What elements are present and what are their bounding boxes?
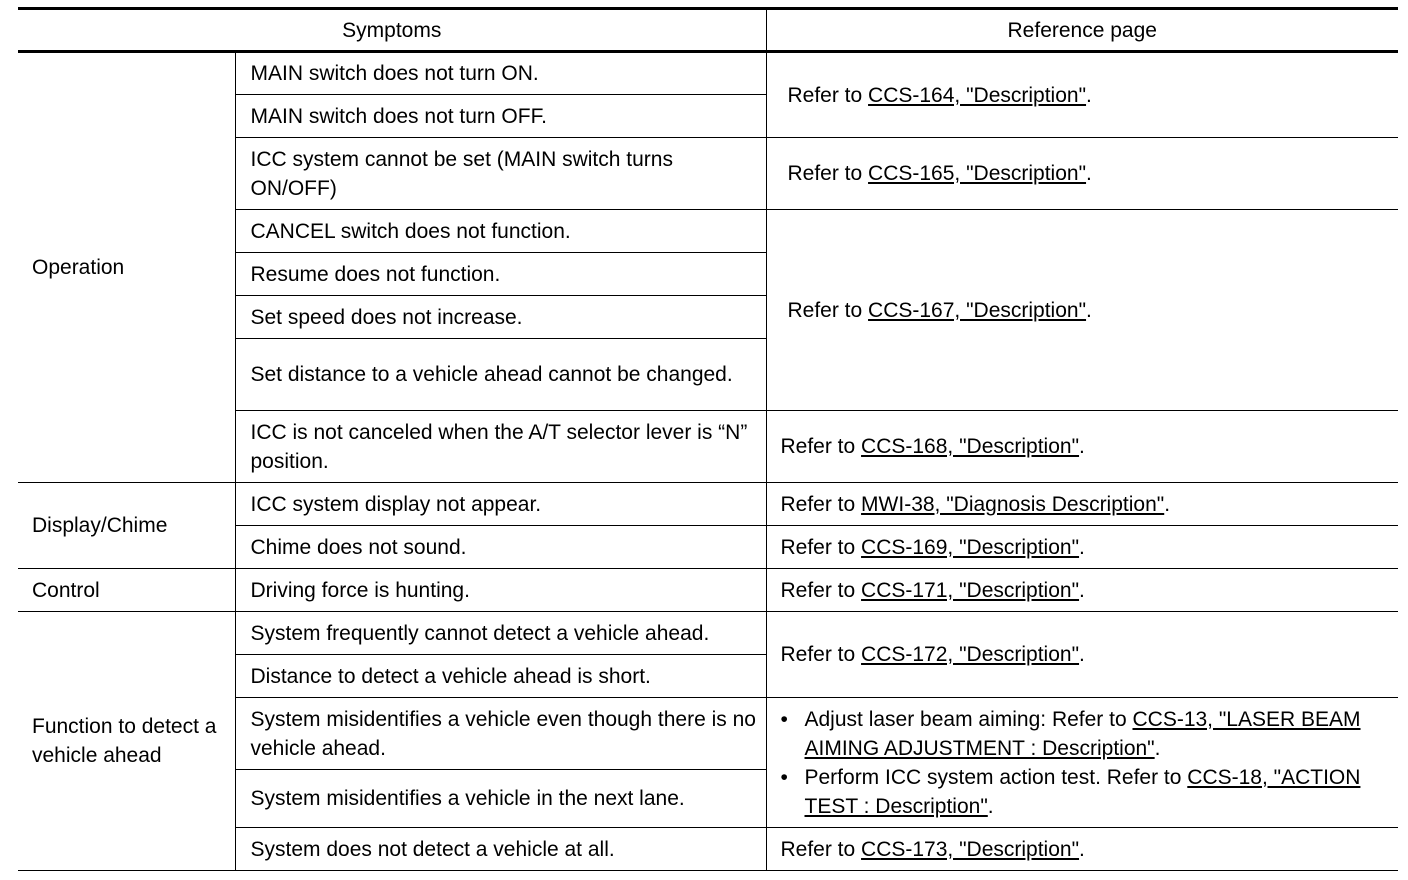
refer-to-text: Refer to xyxy=(780,578,862,602)
refer-to-text: Refer to xyxy=(780,535,862,559)
reference-cell xyxy=(766,210,1398,411)
reference-link[interactable]: CCS-13, "LASER BEAM AIMING ADJUSTMENT : Description" xyxy=(804,707,1361,760)
reference-link[interactable]: CCS-167, "Description" xyxy=(868,298,1087,322)
bullet-item xyxy=(781,705,1385,763)
reference-cell xyxy=(766,526,1398,569)
symptom-cell: ICC system display not appear. xyxy=(235,483,766,526)
symptom-table xyxy=(18,7,1398,871)
refer-to-text: Refer to xyxy=(787,298,869,322)
refer-to-text: Refer to xyxy=(780,643,862,666)
period-text: . xyxy=(1079,435,1085,458)
period-text: . xyxy=(1086,83,1092,107)
bullet-text: Perform ICC system action test. Refer to xyxy=(804,765,1188,789)
symptom-cell: ICC system cannot be set (MAIN switch turns ON/OFF) xyxy=(235,138,766,210)
refer-to-text: Refer to xyxy=(780,435,862,458)
period-text: . xyxy=(1086,298,1092,322)
reference-link[interactable]: CCS-164, "Description" xyxy=(868,83,1087,107)
reference-cell xyxy=(766,569,1398,612)
refer-to-text: Refer to xyxy=(780,837,862,861)
period-text: . xyxy=(1079,643,1085,666)
period-text: . xyxy=(1086,162,1092,185)
bullet-list xyxy=(781,705,1385,821)
refer-to-text: Refer to xyxy=(787,83,869,107)
symptom-cell: System does not detect a vehicle at all. xyxy=(235,828,766,871)
period-text: . xyxy=(1079,578,1085,602)
table-row xyxy=(18,569,1398,612)
period-text: . xyxy=(1079,837,1085,861)
symptom-cell: Driving force is hunting. xyxy=(235,569,766,612)
reference-cell xyxy=(766,411,1398,483)
period-text: . xyxy=(1164,492,1171,516)
header-symptoms: Symptoms xyxy=(18,9,766,52)
symptom-cell: Resume does not function. xyxy=(235,253,766,296)
symptom-cell: CANCEL switch does not function. xyxy=(235,210,766,253)
refer-to-text: Refer to xyxy=(787,162,869,185)
reference-cell xyxy=(766,138,1398,210)
reference-cell xyxy=(766,483,1398,526)
header-reference-page: Reference page xyxy=(766,9,1398,52)
reference-link[interactable]: CCS-18, "ACTION TEST : Description" xyxy=(804,765,1361,818)
symptom-cell: Chime does not sound. xyxy=(235,526,766,569)
period-text: . xyxy=(1154,736,1161,760)
symptom-cell: Set distance to a vehicle ahead cannot be changed. xyxy=(235,339,766,411)
symptom-cell: System misidentifies a vehicle even though there is no vehicle ahead. xyxy=(235,698,766,770)
bullet-item xyxy=(781,763,1385,821)
symptom-cell: MAIN switch does not turn OFF. xyxy=(235,95,766,138)
reference-cell xyxy=(766,52,1398,138)
reference-cell-bullets xyxy=(766,698,1398,828)
symptom-cell: Set speed does not increase. xyxy=(235,296,766,339)
reference-link[interactable]: CCS-165, "Description" xyxy=(868,162,1087,185)
refer-to-text: Refer to xyxy=(780,492,862,516)
symptom-cell: System misidentifies a vehicle in the next lane. xyxy=(235,770,766,828)
reference-link[interactable]: MWI-38, "Diagnosis Description" xyxy=(861,492,1165,516)
group-display-chime: Display/Chime xyxy=(18,483,235,569)
symptom-cell: Distance to detect a vehicle ahead is short. xyxy=(235,655,766,698)
symptom-cell: System frequently cannot detect a vehicle ahead. xyxy=(235,612,766,655)
period-text: . xyxy=(1079,535,1085,559)
period-text: . xyxy=(987,794,994,818)
bullet-dot: • xyxy=(780,707,788,731)
table-row xyxy=(18,612,1398,655)
symptom-cell: MAIN switch does not turn ON. xyxy=(235,52,766,95)
table-row xyxy=(18,483,1398,526)
reference-link[interactable]: CCS-172, "Description" xyxy=(861,643,1080,666)
reference-link[interactable]: CCS-173, "Description" xyxy=(861,837,1080,861)
bullet-dot: • xyxy=(780,765,788,789)
reference-link[interactable]: CCS-169, "Description" xyxy=(861,535,1080,559)
header-row xyxy=(18,9,1398,52)
table-row xyxy=(18,52,1398,95)
symptom-cell: ICC is not canceled when the A/T selector lever is “N” position. xyxy=(235,411,766,483)
reference-cell xyxy=(766,828,1398,871)
reference-link[interactable]: CCS-168, "Description" xyxy=(861,435,1080,458)
group-operation: Operation xyxy=(18,52,235,483)
reference-link[interactable]: CCS-171, "Description" xyxy=(861,578,1080,602)
group-control: Control xyxy=(18,569,235,612)
bullet-text: Adjust laser beam aiming: Refer to xyxy=(804,707,1133,731)
group-detect-vehicle: Function to detect a vehicle ahead xyxy=(18,612,235,871)
reference-cell xyxy=(766,612,1398,698)
